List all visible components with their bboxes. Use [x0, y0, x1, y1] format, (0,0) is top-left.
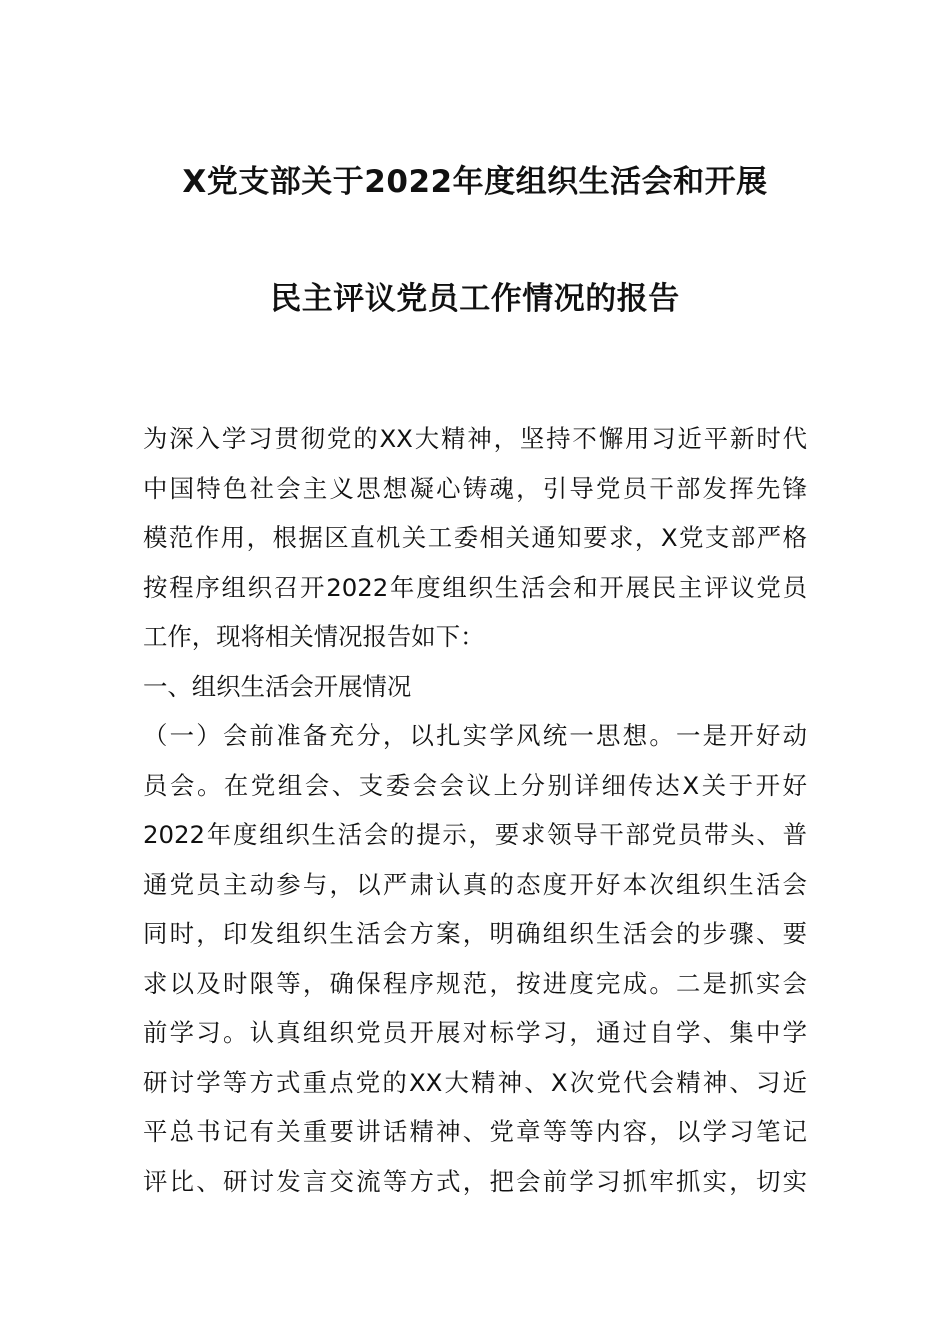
paragraph-line-9: 通党员主动参与，以严肃认真的态度开好本次组织生活会 [143, 870, 807, 899]
paragraph-line-4: 按程序组织召开2022年度组织生活会和开展民主评议党员 [143, 573, 807, 602]
paragraph-line-12: 前学习。认真组织党员开展对标学习，通过自学、集中学 [143, 1018, 807, 1047]
paragraph-line-13: 研讨学等方式重点党的XX大精神、X次党代会精神、习近 [143, 1068, 807, 1097]
paragraph-line-6: （一）会前准备充分，以扎实学风统一思想。一是开好动 [143, 721, 807, 750]
paragraph-line-3: 模范作用，根据区直机关工委相关通知要求，X党支部严格 [143, 523, 807, 552]
paragraph-line-10: 同时，印发组织生活会方案，明确组织生活会的步骤、要 [143, 919, 807, 948]
paragraph-line-1: 为深入学习贯彻党的XX大精神，坚持不懈用习近平新时代 [143, 424, 807, 453]
paragraph-line-15: 评比、研讨发言交流等方式，把会前学习抓牢抓实，切实 [143, 1167, 807, 1196]
paragraph-line-2: 中国特色社会主义思想凝心铸魂，引导党员干部发挥先锋 [143, 474, 807, 503]
paragraph-line-5: 工作，现将相关情况报告如下： [143, 622, 485, 651]
paragraph-line-7: 员会。在党组会、支委会会议上分别详细传达X关于开好 [143, 771, 807, 800]
document-title-line-1: X党支部关于2022年度组织生活会和开展 [182, 164, 768, 200]
paragraph-line-14: 平总书记有关重要讲话精神、党章等等内容，以学习笔记 [143, 1117, 807, 1146]
paragraph-line-8: 2022年度组织生活会的提示，要求领导干部党员带头、普 [143, 820, 807, 849]
paragraph-line-11: 求以及时限等，确保程序规范，按进度完成。二是抓实会 [143, 969, 807, 998]
section-heading-1: 一、组织生活会开展情况 [143, 672, 412, 701]
document-title-line-2: 民主评议党员工作情况的报告 [270, 281, 680, 317]
